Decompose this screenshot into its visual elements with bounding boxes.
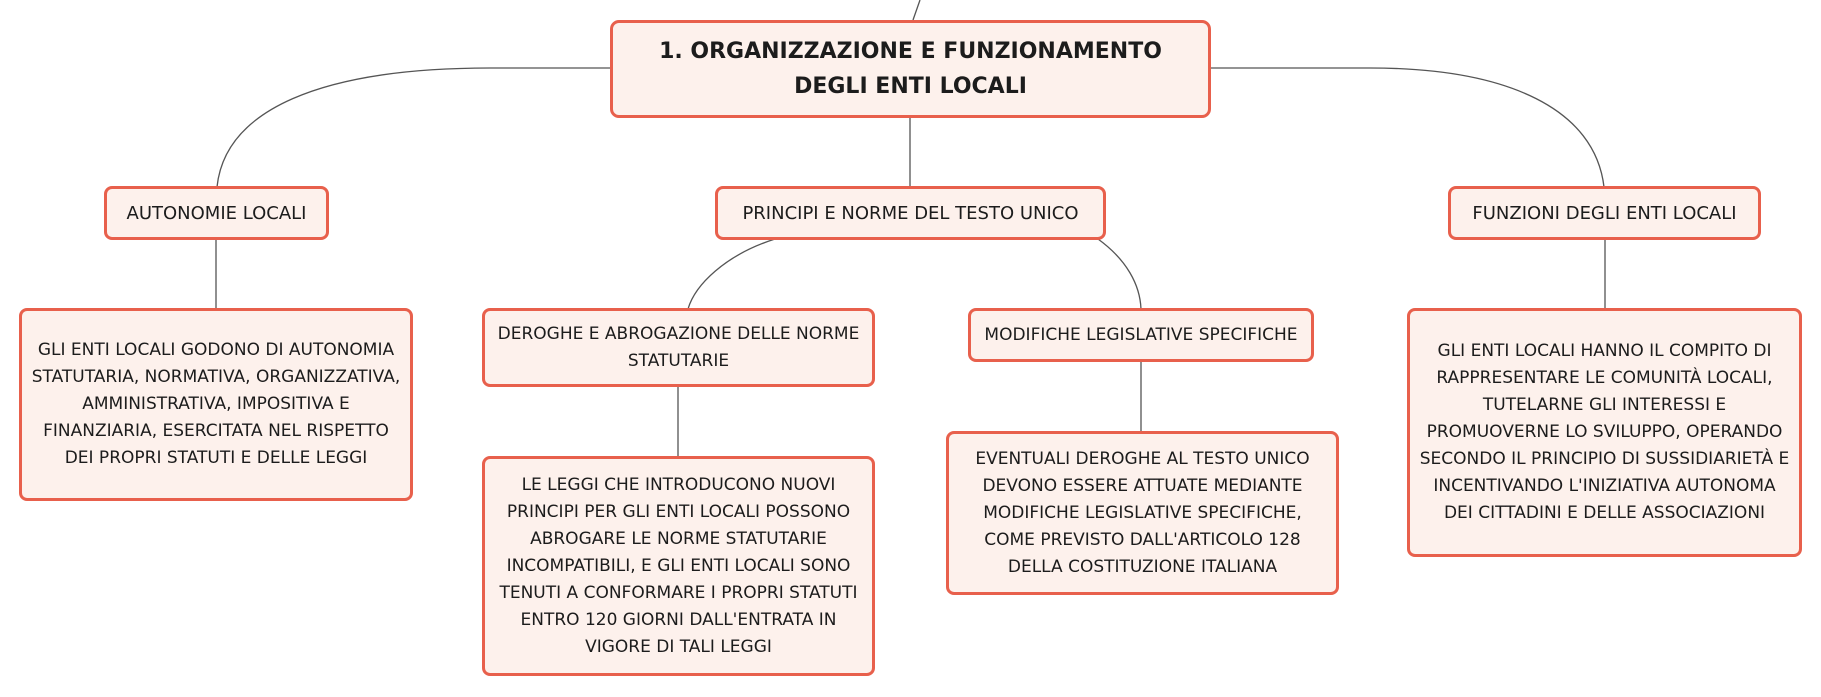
topic-node-autonomie-locali[interactable] [104, 186, 329, 240]
connector-principi-to-deroghe [688, 239, 775, 309]
subtopic-node-deroghe-abrogazione-label: DEROGHE E ABROGAZIONE DELLE NORME STATUTARIE [497, 323, 860, 371]
detail-node-deroghe-abrogazione-text: LE LEGGI CHE INTRODUCONO NUOVI PRINCIPI PER GLI ENTI LOCALI POSSONO ABROGARE LE NORME STATUTARIE INCOMPATIBILI, E GLI ENTI LOCALI SONO TENUTI A CONFORMARE I PROPRI STATUTI ENTRO 120 GIORNI DALL'ENTRATA IN VIGORE DI TALI LEGGI [499, 474, 858, 657]
connector-root-to-autonomie [217, 68, 610, 187]
connector-parent-up [913, 0, 920, 20]
connector-principi-to-modifiche [1098, 239, 1141, 309]
topic-node-principi-norme[interactable] [715, 186, 1106, 240]
detail-node-modifiche-legislative-text: EVENTUALI DEROGHE AL TESTO UNICO DEVONO ESSERE ATTUATE MEDIANTE MODIFICHE LEGISLATIVE SPECIFICHE, COME PREVISTO DALL'ARTICOLO 128 DELLA COSTITUZIONE ITALIANA [975, 448, 1310, 577]
topic-node-funzioni-enti-label: FUNZIONI DEGLI ENTI LOCALI [1472, 202, 1737, 224]
topic-node-funzioni-enti[interactable] [1448, 186, 1761, 240]
topic-node-autonomie-locali-label: AUTONOMIE LOCALI [126, 202, 307, 224]
detail-node-funzioni-enti[interactable] [1407, 308, 1802, 557]
topic-node-principi-norme-label: PRINCIPI E NORME DEL TESTO UNICO [742, 202, 1079, 224]
connector-root-to-funzioni [1210, 68, 1604, 187]
subtopic-node-deroghe-abrogazione[interactable] [482, 308, 875, 387]
subtopic-node-modifiche-legislative[interactable] [968, 308, 1314, 362]
detail-node-autonomie-locali[interactable] [19, 308, 413, 501]
root-node[interactable] [610, 20, 1211, 118]
detail-node-modifiche-legislative[interactable] [946, 431, 1339, 595]
detail-node-deroghe-abrogazione[interactable] [482, 456, 875, 676]
root-node-label: 1. ORGANIZZAZIONE E FUNZIONAMENTO DEGLI ENTI LOCALI [659, 39, 1162, 99]
subtopic-node-modifiche-legislative-label: MODIFICHE LEGISLATIVE SPECIFICHE [984, 324, 1298, 345]
detail-node-autonomie-locali-text: GLI ENTI LOCALI GODONO DI AUTONOMIA STATUTARIA, NORMATIVA, ORGANIZZATIVA, AMMINISTRATIVA, IMPOSITIVA E FINANZIARIA, ESERCITATA NEL RISPETTO DEI PROPRI STATUTI E DELLE LEGGI [31, 340, 401, 468]
detail-node-funzioni-enti-text: GLI ENTI LOCALI HANNO IL COMPITO DI RAPPRESENTARE LE COMUNITÀ LOCALI, TUTELARNE GLI INTERESSI E PROMUOVERNE LO SVILUPPO, OPERANDO SECONDO IL PRINCIPIO DI SUSSIDIARIETÀ E INCENTIVANDO L'INIZIATIVA AUTONOMA DEI CITTADINI E DELLE ASSOCIAZIONI [1419, 341, 1790, 523]
